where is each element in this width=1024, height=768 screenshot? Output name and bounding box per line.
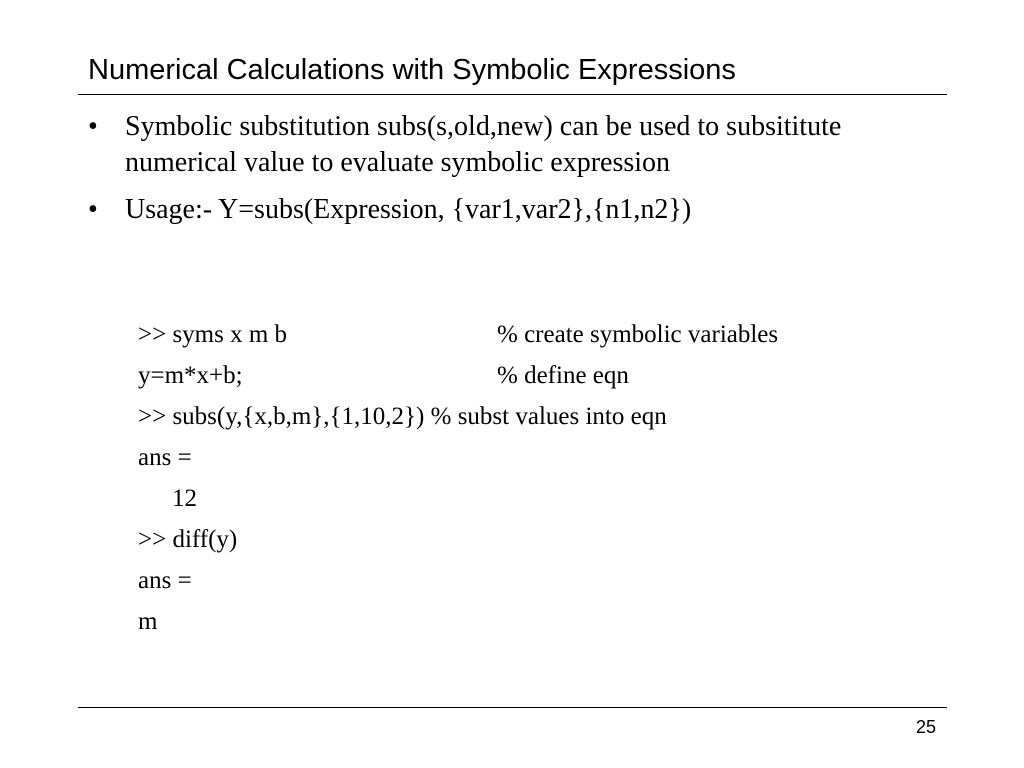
code-line [138, 560, 667, 601]
bullet-icon: • [88, 194, 98, 225]
bullet-text: Symbolic substitution subs(s,old,new) can be used to subsititute numerical value to evaluate symbolic expression [125, 111, 842, 178]
code-text: y=m*x+b; [138, 362, 243, 389]
code-text: ans = [138, 567, 192, 594]
bullet-item [88, 109, 888, 181]
bullet-text: Usage:- Y=subs(Expression, {var1,var2},{n1,n2}) [125, 194, 692, 225]
footer-divider [78, 707, 947, 708]
code-comment: % define eqn [497, 362, 629, 389]
code-line [138, 437, 667, 478]
code-text: >> syms x m b [138, 321, 288, 348]
code-line [138, 314, 779, 355]
code-line [138, 601, 667, 642]
bullet-item [88, 192, 888, 228]
code-text: ans = [138, 444, 192, 471]
code-line [138, 519, 667, 560]
bullet-icon: • [88, 111, 98, 142]
slide-title: Numerical Calculations with Symbolic Expressions [88, 54, 736, 86]
page-number: 25 [915, 717, 936, 737]
code-example [138, 314, 779, 642]
bullet-list [88, 109, 888, 239]
code-line [138, 396, 667, 437]
title-divider [78, 94, 947, 95]
code-text: >> diff(y) [138, 526, 238, 553]
code-line [138, 478, 667, 519]
code-comment: % create symbolic variables [497, 321, 779, 348]
code-line [138, 355, 667, 396]
code-text: 12 [172, 485, 197, 512]
code-text: m [138, 608, 158, 635]
code-text: >> subs(y,{x,b,m},{1,10,2}) % subst values into eqn [138, 403, 667, 430]
